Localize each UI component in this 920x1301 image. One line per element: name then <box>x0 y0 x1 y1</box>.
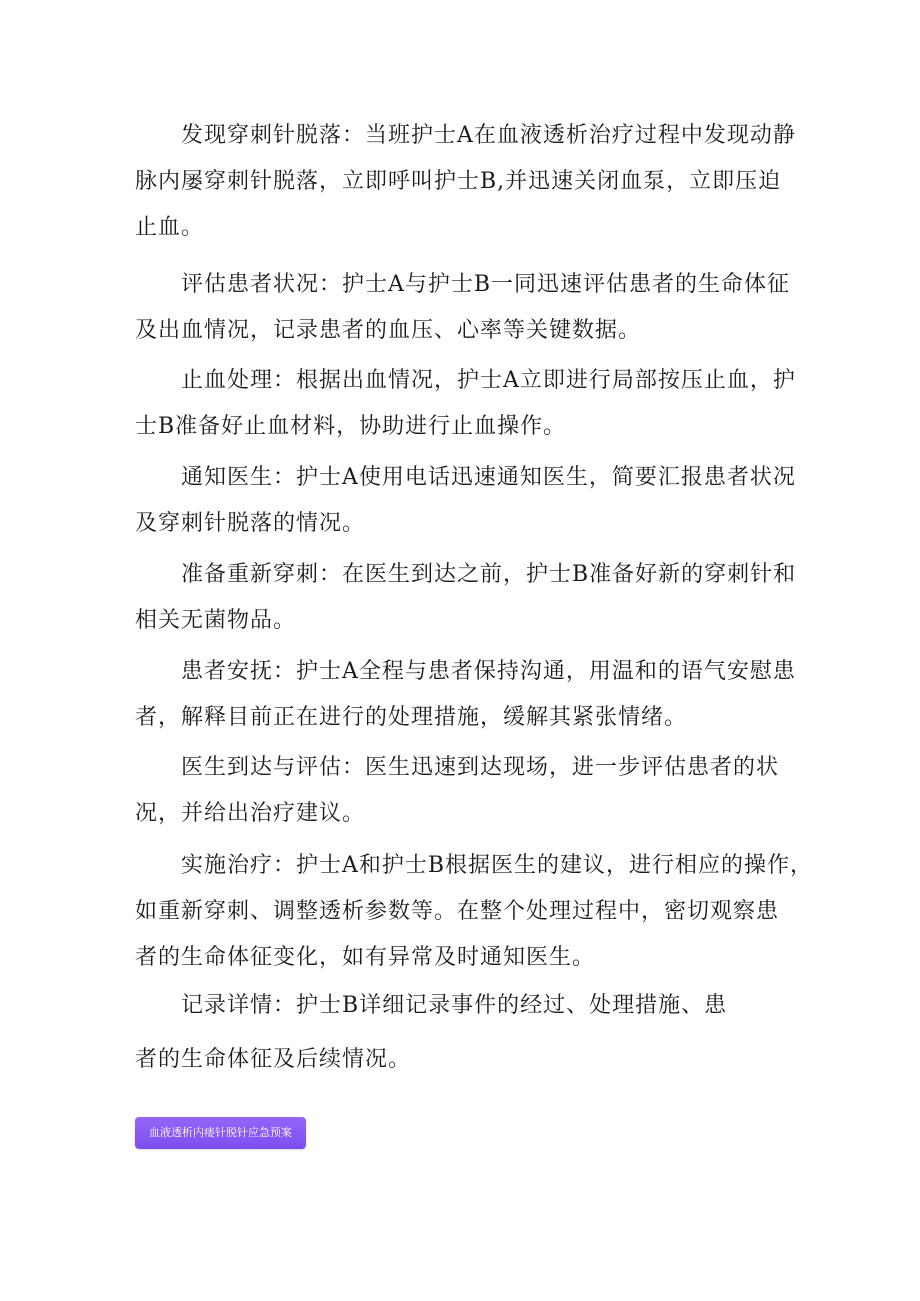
paragraph-doctor-arrival <box>135 745 795 837</box>
paragraph-line: 及穿刺针脱落的情况。 <box>135 511 366 536</box>
paragraph-needle-dislodged <box>135 113 795 251</box>
paragraph-line: 止血处理：根据出血情况，护士A立即进行局部按压止血，护 <box>181 368 796 393</box>
paragraph-line: 实施治疗：护士A和护士B根据医生的建议，进行相应的操作， <box>181 853 814 878</box>
paragraph-line: 记录详情：护士B详细记录事件的经过、处理措施、患 <box>181 993 728 1018</box>
paragraph-line: 发现穿刺针脱落：当班护士A在血液透析治疗过程中发现动静 <box>181 123 796 148</box>
paragraph-notify-doctor <box>135 455 795 547</box>
paragraph-line: 及出血情况，记录患者的血压、心率等关键数据。 <box>135 318 642 343</box>
paragraph-line: 者的生命体征变化，如有异常及时通知医生。 <box>135 945 596 970</box>
paragraph-prepare-repuncture <box>135 552 795 644</box>
paragraph-line: 脉内屡穿刺针脱落，立即呼叫护士B,并迅速关闭血泵，立即压迫 <box>135 169 782 194</box>
paragraph-line: 准备重新穿刺：在医生到达之前，护士B准备好新的穿刺针和 <box>181 562 797 587</box>
paragraph-record-details <box>135 983 795 1083</box>
paragraph-treatment <box>135 843 814 981</box>
paragraph-line: 如重新穿刺、调整透析参数等。在整个处理过程中，密切观察患 <box>135 899 780 924</box>
paragraph-line: 者，解释目前正在进行的处理措施，缓解其紧张情绪。 <box>135 705 688 730</box>
paragraph-line: 评估患者状况：护士A与护士B一同迅速评估患者的生命体征 <box>181 272 791 297</box>
paragraph-comfort-patient <box>135 649 795 741</box>
paragraph-line: 者的生命体征及后续情况。 <box>135 1047 412 1072</box>
document-tag-button[interactable]: 血液透析内瘘针脱针应急预案 <box>135 1117 306 1149</box>
paragraph-line: 止血。 <box>135 215 205 240</box>
paragraph-line: 医生到达与评估：医生迅速到达现场，进一步评估患者的状 <box>181 755 780 780</box>
paragraph-line: 相关无菌物品。 <box>135 608 297 633</box>
paragraph-hemostasis <box>135 358 795 450</box>
paragraph-line: 患者安抚：护士A全程与患者保持沟通，用温和的语气安慰患 <box>181 659 796 684</box>
paragraph-line: 士B准备好止血材料，协助进行止血操作。 <box>135 414 567 439</box>
paragraph-assess-patient <box>135 262 795 354</box>
paragraph-line: 况，并给出治疗建议。 <box>135 801 366 826</box>
paragraph-line: 通知医生：护士A使用电话迅速通知医生，简要汇报患者状况 <box>181 465 796 490</box>
